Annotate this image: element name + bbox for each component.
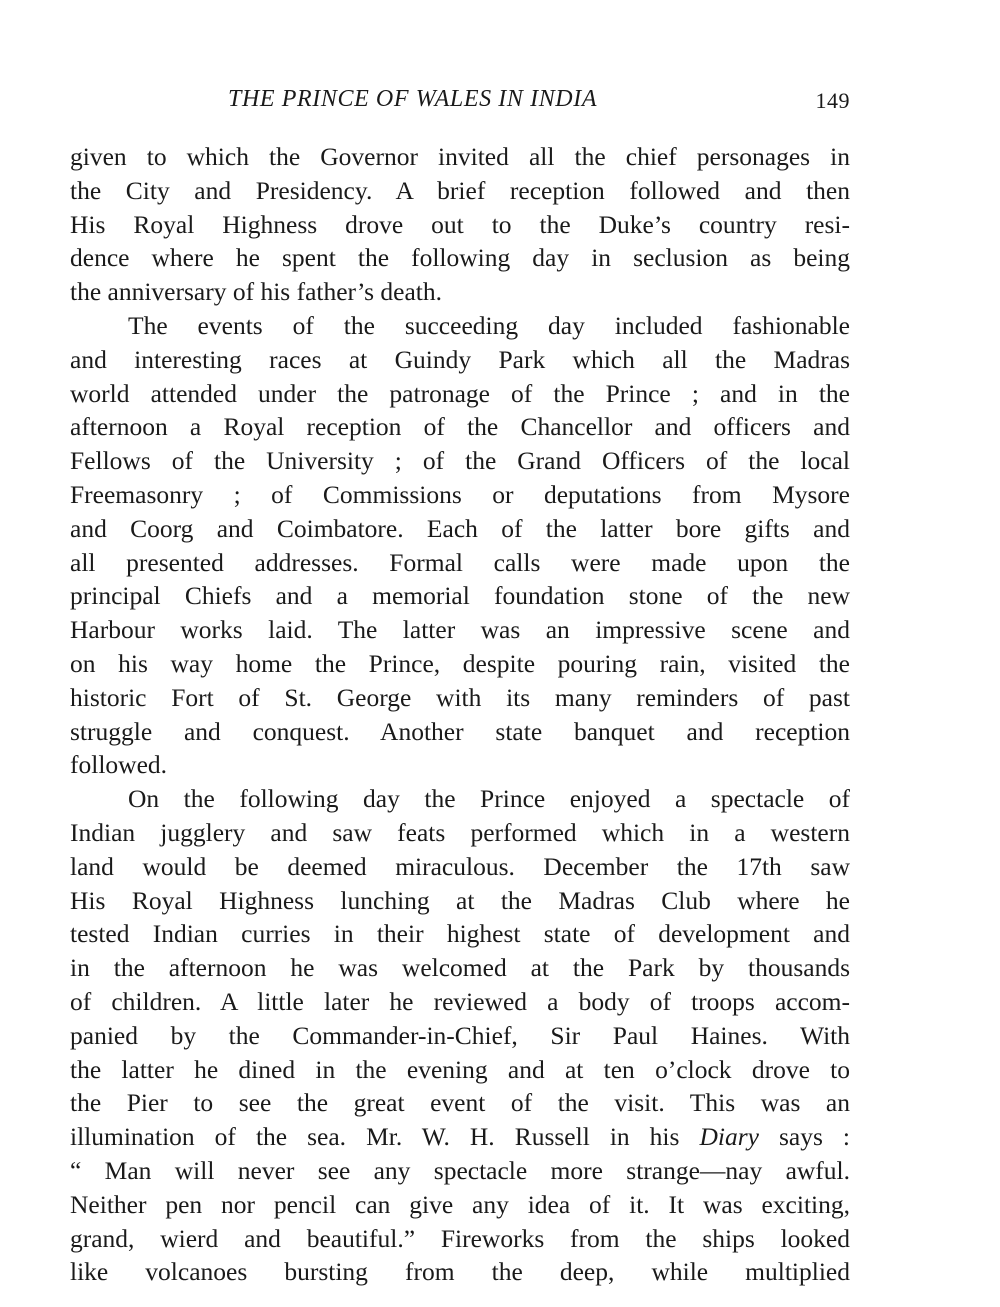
text-line: dence where he spent the following day in seclusion as being	[70, 243, 850, 273]
page-number: 149	[815, 88, 850, 113]
paragraph-start-line: On the following day the Prince enjoyed a spectacle of	[128, 784, 850, 814]
text-line: Fellows of the University ; of the Grand Officers of the local	[70, 446, 850, 476]
text-line: tested Indian curries in their highest state of development and	[70, 919, 850, 949]
text-line: the anniversary of his father’s death.	[70, 277, 442, 307]
text-line: like volcanoes bursting from the deep, while multiplied	[70, 1257, 850, 1287]
diary-line-before: illumination of the sea. Mr. W. H. Russell in his	[70, 1122, 700, 1152]
text-line: and Coorg and Coimbatore. Each of the latter bore gifts and	[70, 513, 850, 543]
text-line: and interesting races at Guindy Park which all the Madras	[70, 344, 850, 374]
text-line: land would be deemed miraculous. December the 17th saw	[70, 851, 850, 881]
body-text	[70, 140, 850, 1289]
text-line: followed.	[70, 750, 168, 780]
text-line: Indian jugglery and saw feats performed which in a western	[70, 817, 850, 847]
running-head	[70, 86, 850, 118]
text-line: the Pier to see the great event of the visit. This was an	[70, 1088, 850, 1118]
text-line: principal Chiefs and a memorial foundation stone of the new	[70, 581, 850, 611]
text-line: afternoon a Royal reception of the Chancellor and officers and	[70, 412, 850, 442]
text-line: on his way home the Prince, despite pouring rain, visited the	[70, 648, 850, 678]
text-line: given to which the Governor invited all the chief personages in	[70, 142, 850, 171]
text-line: the City and Presidency. A brief reception followed and then	[70, 175, 850, 205]
text-line: the latter he dined in the evening and at ten o’clock drove to	[70, 1054, 850, 1084]
text-line: world attended under the patronage of the Prince ; and in the	[70, 378, 850, 408]
text-line-with-diary-title	[70, 1120, 850, 1154]
text-line: Neither pen nor pencil can give any idea of it. It was exciting,	[70, 1189, 850, 1219]
text-line: of children. A little later he reviewed a body of troops accom-	[70, 986, 850, 1016]
text-line: historic Fort of St. George with its many reminders of past	[70, 682, 850, 712]
paragraph-start-line: The events of the succeeding day included fashionable	[128, 310, 850, 340]
text-line: His Royal Highness lunching at the Madras Club where he	[70, 885, 850, 915]
text-line: Freemasonry ; of Commissions or deputations from Mysore	[70, 479, 850, 509]
text-line: in the afternoon he was welcomed at the Park by thousands	[70, 953, 850, 983]
text-line: grand, wierd and beautiful.” Fireworks from the ships looked	[70, 1223, 850, 1253]
diary-line-after: says :	[758, 1122, 850, 1152]
text-line: His Royal Highness drove out to the Duke’s country resi-	[70, 209, 850, 239]
running-title: THE PRINCE OF WALES IN INDIA	[228, 86, 598, 112]
text-line: Harbour works laid. The latter was an impressive scene and	[70, 615, 850, 645]
text-line: struggle and conquest. Another state banquet and reception	[70, 716, 850, 746]
diary-title: Diary	[699, 1122, 759, 1152]
text-line: panied by the Commander-in-Chief, Sir Paul Haines. With	[70, 1020, 850, 1050]
text-line: “ Man will never see any spectacle more strange—nay awful.	[70, 1155, 850, 1185]
text-line: all presented addresses. Formal calls were made upon the	[70, 547, 850, 577]
